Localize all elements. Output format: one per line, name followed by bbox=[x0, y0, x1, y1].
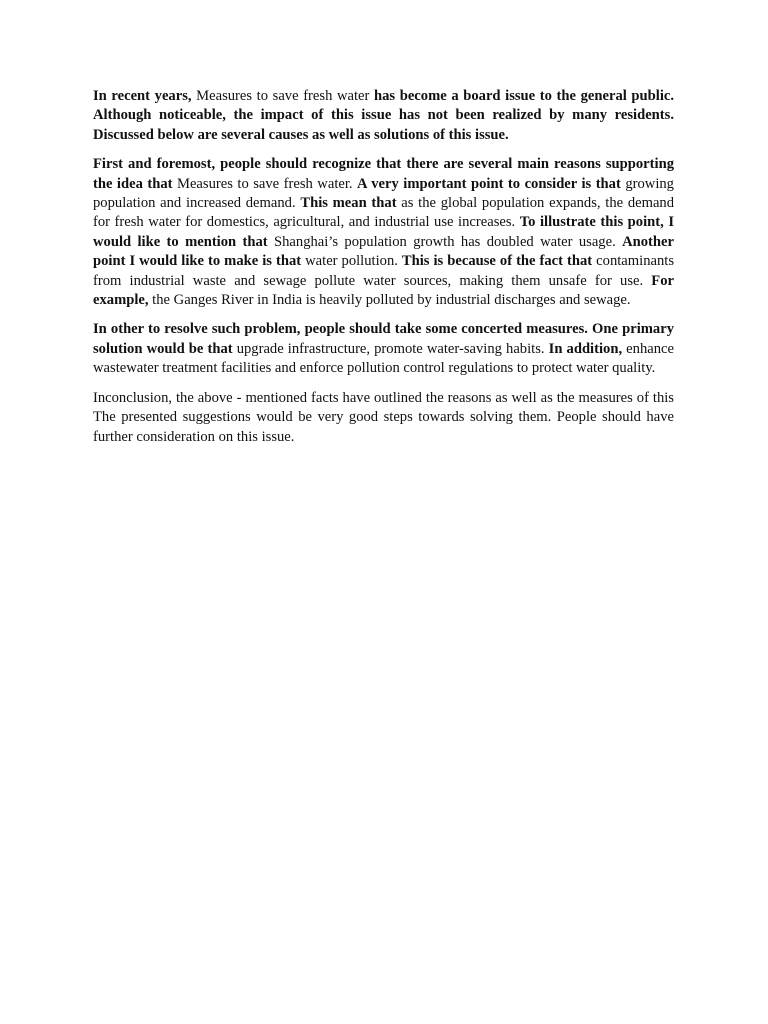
text-run: water pollution. bbox=[301, 253, 402, 270]
text-run: has become a board issue to the general public. Although noticeable, the impact of this issue has not been realized by many residents. Discussed below are several causes as well as solutions of this issue. bbox=[93, 88, 674, 143]
text-run: the Ganges River in India is heavily polluted by industrial discharges and sewage. bbox=[148, 292, 631, 309]
text-run: In recent years, bbox=[93, 88, 192, 104]
text-run: Another point I would like to make is that bbox=[93, 233, 674, 270]
text-run: Measures to save fresh water. bbox=[172, 175, 358, 192]
text-run: First and foremost, people should recognize that there are several main reasons supporting the idea that bbox=[93, 156, 674, 192]
text-run: This is because of the fact that bbox=[401, 253, 593, 270]
text-run: In other to resolve such problem, people should take some concerted measures. One primary solution would be that bbox=[93, 321, 674, 357]
text-run: upgrade infrastructure, promote water-saving habits. bbox=[232, 340, 549, 357]
text-run: In addition, bbox=[548, 340, 623, 357]
text-run: growing population and increased demand. bbox=[93, 175, 674, 212]
document-body bbox=[93, 87, 674, 457]
text-run: For example, bbox=[93, 272, 674, 309]
paragraph-causes bbox=[93, 155, 674, 310]
text-run: A very important point to consider is that bbox=[357, 175, 621, 192]
text-run: Shanghai’s population growth has doubled water usage. bbox=[267, 233, 623, 250]
text-run: To illustrate this point, I would like to mention that bbox=[93, 214, 674, 250]
text-run: Measures to save fresh water bbox=[191, 88, 374, 104]
text-run: This mean that bbox=[300, 195, 397, 212]
text-run: enhance wastewater treatment facilities and enforce pollution control regulations to protect water quality. bbox=[93, 340, 674, 377]
text-run: Inconclusion, the above - mentioned facts have outlined the reasons as well as the measures of this The presented suggestions would be very good steps towards solving them. People should have further consideration on this issue. bbox=[93, 389, 674, 445]
paragraph-solutions bbox=[93, 320, 674, 378]
text-run: contaminants from industrial waste and sewage pollute water sources, making them unsafe for use. bbox=[93, 253, 674, 289]
text-run: as the global population expands, the demand for fresh water for domestics, agricultural, and industrial use increases. bbox=[93, 195, 675, 231]
paragraph-conclusion bbox=[93, 389, 674, 447]
paragraph-intro bbox=[93, 87, 674, 145]
